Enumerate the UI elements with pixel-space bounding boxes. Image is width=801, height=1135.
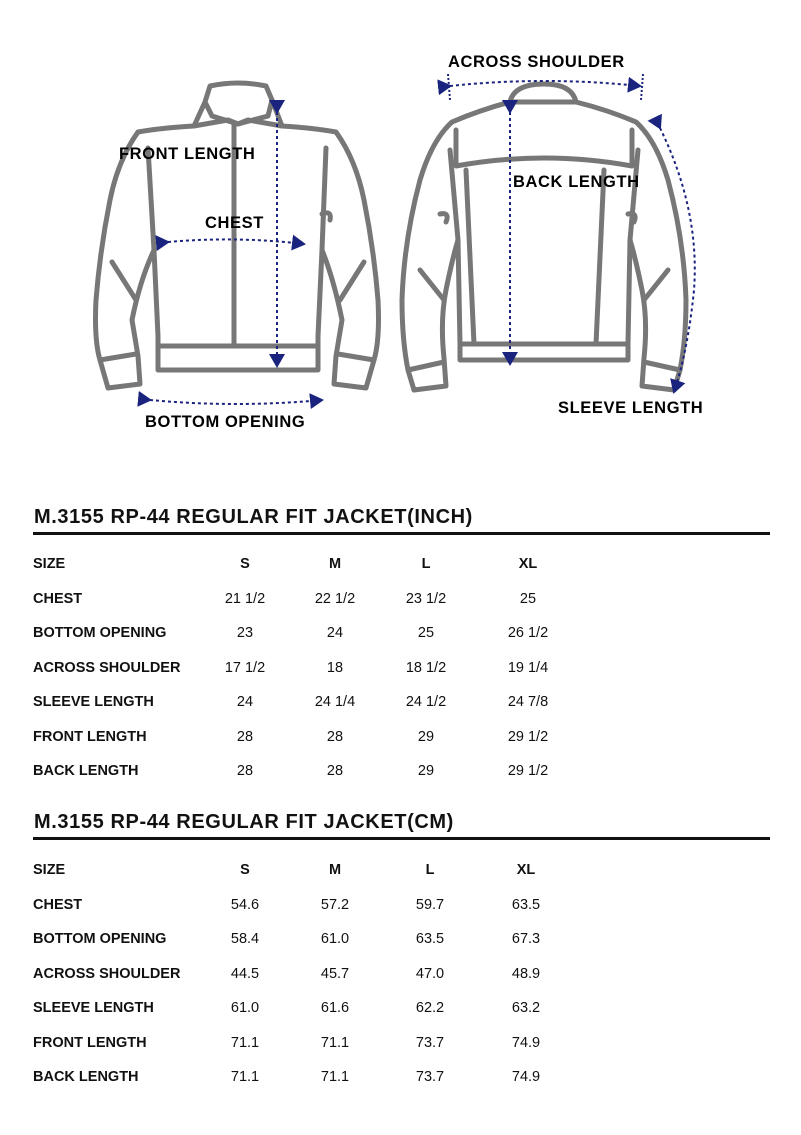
cell-s: 71.1: [230, 1035, 260, 1051]
row-label: CHEST: [33, 897, 83, 913]
sleeve-length-label: SLEEVE LENGTH: [558, 399, 704, 417]
table-row: [0, 729, 801, 749]
table-row: [0, 1069, 801, 1089]
cell-xl: 29 1/2: [507, 763, 549, 779]
header-xl: XL: [516, 862, 536, 878]
jacket-measurement-diagram: [0, 0, 801, 470]
cell-s: 61.0: [230, 1000, 260, 1016]
cell-xl: 63.2: [511, 1000, 541, 1016]
cell-s: 21 1/2: [224, 591, 266, 607]
chest-label: CHEST: [205, 214, 264, 232]
header-size: SIZE: [33, 556, 66, 572]
row-label: SLEEVE LENGTH: [33, 694, 154, 710]
cell-s: 54.6: [230, 897, 260, 913]
cell-l: 23 1/2: [405, 591, 447, 607]
cell-xl: 48.9: [511, 966, 541, 982]
cell-s: 28: [236, 763, 254, 779]
cm-table-title: M.3155 RP-44 REGULAR FIT JACKET(CM): [34, 811, 454, 833]
header-s: S: [240, 862, 250, 878]
cell-m: 28: [326, 763, 344, 779]
cell-m: 71.1: [320, 1069, 350, 1085]
cell-s: 71.1: [230, 1069, 260, 1085]
inch-table-title: M.3155 RP-44 REGULAR FIT JACKET(INCH): [34, 506, 473, 528]
cell-l: 25: [417, 625, 435, 641]
cm-table-rule: [33, 837, 770, 840]
table-row: [0, 625, 801, 645]
table-row: [0, 763, 801, 783]
cell-l: 29: [417, 729, 435, 745]
table-row: [0, 660, 801, 680]
row-label: FRONT LENGTH: [33, 729, 147, 745]
cell-s: 44.5: [230, 966, 260, 982]
header-m: M: [328, 862, 342, 878]
cell-l: 63.5: [415, 931, 445, 947]
across-shoulder-label: ACROSS SHOULDER: [448, 53, 625, 71]
row-label: CHEST: [33, 591, 83, 607]
cell-s: 28: [236, 729, 254, 745]
cell-xl: 26 1/2: [507, 625, 549, 641]
cell-l: 73.7: [415, 1035, 445, 1051]
cell-xl: 67.3: [511, 931, 541, 947]
cell-xl: 29 1/2: [507, 729, 549, 745]
cell-m: 57.2: [320, 897, 350, 913]
cell-s: 23: [236, 625, 254, 641]
row-label: SLEEVE LENGTH: [33, 1000, 154, 1016]
cell-m: 61.0: [320, 931, 350, 947]
table-row: [0, 1000, 801, 1020]
table-row: [0, 931, 801, 951]
cell-l: 18 1/2: [405, 660, 447, 676]
cell-s: 17 1/2: [224, 660, 266, 676]
cell-m: 24: [326, 625, 344, 641]
header-s: S: [240, 556, 250, 572]
cell-xl: 63.5: [511, 897, 541, 913]
cell-m: 71.1: [320, 1035, 350, 1051]
table-row: [0, 694, 801, 714]
row-label: ACROSS SHOULDER: [33, 660, 181, 676]
table-row: [0, 897, 801, 917]
bottom-opening-label: BOTTOM OPENING: [145, 413, 306, 431]
back-jacket-outline: [402, 84, 686, 390]
cell-l: 59.7: [415, 897, 445, 913]
front-jacket-outline: [96, 83, 379, 388]
cell-m: 61.6: [320, 1000, 350, 1016]
row-label: FRONT LENGTH: [33, 1035, 147, 1051]
row-label: BACK LENGTH: [33, 763, 139, 779]
row-label: BOTTOM OPENING: [33, 931, 167, 947]
cell-m: 18: [326, 660, 344, 676]
header-l: L: [425, 862, 435, 878]
cell-l: 29: [417, 763, 435, 779]
cell-m: 24 1/4: [314, 694, 356, 710]
cell-l: 47.0: [415, 966, 445, 982]
cell-m: 45.7: [320, 966, 350, 982]
cell-l: 62.2: [415, 1000, 445, 1016]
inch-table-rule: [33, 532, 770, 535]
row-label: ACROSS SHOULDER: [33, 966, 181, 982]
cell-xl: 24 7/8: [507, 694, 549, 710]
back-length-label: BACK LENGTH: [513, 173, 640, 191]
header-m: M: [328, 556, 342, 572]
cell-l: 73.7: [415, 1069, 445, 1085]
cell-xl: 74.9: [511, 1035, 541, 1051]
cell-m: 28: [326, 729, 344, 745]
table-row: [0, 966, 801, 986]
table-header-row: [0, 556, 801, 576]
table-row: [0, 591, 801, 611]
cell-s: 58.4: [230, 931, 260, 947]
table-header-row: [0, 862, 801, 882]
front-length-label: FRONT LENGTH: [119, 145, 256, 163]
row-label: BOTTOM OPENING: [33, 625, 167, 641]
cell-xl: 19 1/4: [507, 660, 549, 676]
header-size: SIZE: [33, 862, 66, 878]
row-label: BACK LENGTH: [33, 1069, 139, 1085]
table-row: [0, 1035, 801, 1055]
cell-xl: 25: [519, 591, 537, 607]
cell-m: 22 1/2: [314, 591, 356, 607]
header-xl: XL: [518, 556, 538, 572]
header-l: L: [421, 556, 431, 572]
cell-xl: 74.9: [511, 1069, 541, 1085]
cell-l: 24 1/2: [405, 694, 447, 710]
cell-s: 24: [236, 694, 254, 710]
bottom-opening-arrow: [150, 400, 322, 404]
